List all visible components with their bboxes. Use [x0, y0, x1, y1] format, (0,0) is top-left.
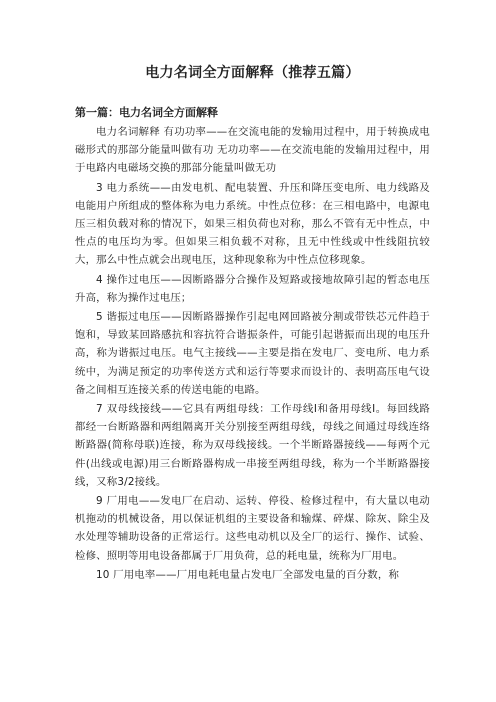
paragraph-power-system: 3 电力系统——由发电机、配电装置、升压和降压变电所、电力线路及电能用户所组成的整体称为电力系统。中性点位移：在三相电路中，电源电压三相负载对称的情况下，如果三相负荷也对称，那么不管有无中性点，中性点的电压均为零。但如果三相负载不对称，且无中性线或中性线阻抗较大，那么中性点就会出现电压，这种现象称为中性点位移现象。 [75, 181, 430, 267]
paragraph-station-service-rate: 10 厂用电率——厂用电耗电量占发电厂全部发电量的百分数，称 [96, 568, 400, 581]
paragraph-switching-overvoltage: 4 操作过电压——因断路器分合操作及短路或接地故障引起的暂态电压升高，称为操作过电压； [75, 273, 430, 304]
paragraph-station-service-power: 9 厂用电——发电厂在启动、运转、停役、检修过程中，有大量以电动机拖动的机械设备，用以保证机组的主要设备和输煤、碎煤、除灰、除尘及水处理等辅助设备的正常运行。这些电动机以及全厂的运行、操作、试验、检修、照明等用电设备都属于厂用负荷，总的耗电量，统称为厂用电。 [75, 495, 430, 562]
paragraph-double-busbar: 7 双母线接线——它具有两组母线：工作母线Ⅰ和备用母线Ⅰ。每回线路都经一台断路器和两组隔离开关分别接至两组母线，母线之间通过母线连络断路器(简称母联)连接，称为双母线接线。一个半断路器接线——每两个元件(出线或电源)用三台断路器构成一串接至两组母线，称为一个半断路器接线，又称3/2接线。 [75, 403, 430, 488]
section-heading: 第一篇：电力名词全方面解释 [75, 106, 218, 119]
paragraph-resonance-overvoltage: 5 谐振过电压——因断路器操作引起电网回路被分割或带铁芯元件趋于饱和，导致某回路感抗和容抗符合谐振条件，可能引起谐振而出现的电压升高，称为谐振过电压。电气主接线——主要是指在发电厂、变电所、电力系统中，为满足预定的功率传送方式和运行等要求而设计的、表明高压电气设备之间相互连接关系的传送电能的电路。 [75, 311, 430, 396]
paragraph-definitions-power: 电力名词解释 有功功率——在交流电能的发输用过程中，用于转换成电磁形式的那部分能量叫做有功 无功功率——在交流电能的发输用过程中，用于电路内电磁场交换的那部分能量叫做无功 [75, 126, 430, 175]
document-title: 电力名词全方面解释（推荐五篇） [145, 65, 360, 81]
